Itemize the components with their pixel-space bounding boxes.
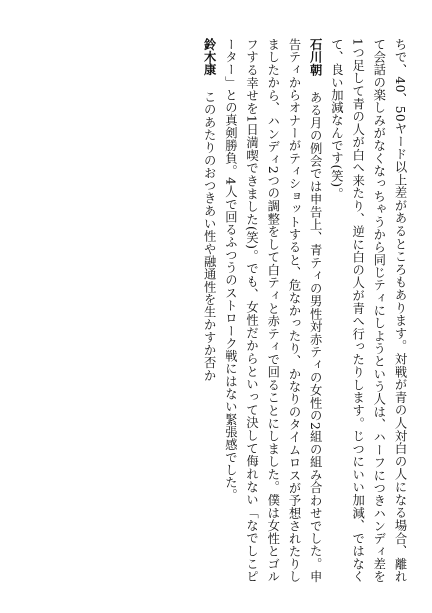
paragraph-1	[325, 38, 410, 583]
paragraph-3	[198, 38, 219, 583]
paragraph-text: このあたりのおつきあい性や融通性を生かすか否か	[202, 90, 217, 382]
speaker-name: 石川朝	[308, 38, 323, 77]
paragraph-text: ちで、40、50ヤード以上差があるところもあります。対戦が青の人対白の人になる場合、離れて会話の楽しみがなくなっちゃうから同じティにしようという人は、ハーフにつきハンディ差を1つ足して青の人が白へ来たり、逆に白の人が青へ行ったりします。じつにいい加減、ではなくて、良い加減なんです(笑)。	[329, 38, 407, 583]
paragraph-2	[219, 38, 325, 583]
paragraph-text: ある月の例会では申告上、青ティの男性対赤ティの女性の2組の組み合わせでした。申告ティからオナーがティショットすると、危なかったり、かなりのタイムロスが予想されたりしましたから、ハンディ2つの調整をして白ティと赤ティで回ることにしました。僕は女性とゴルフする幸せを1日満喫できました(笑)。でも、女性だからといって決して侮れない「なでしこピーター」との真剣勝負。4人で回るふつうのストローク戦にはない緊張感でした。	[223, 38, 323, 584]
vertical-text-body	[10, 38, 410, 583]
speaker-name: 鈴木康	[202, 38, 217, 76]
